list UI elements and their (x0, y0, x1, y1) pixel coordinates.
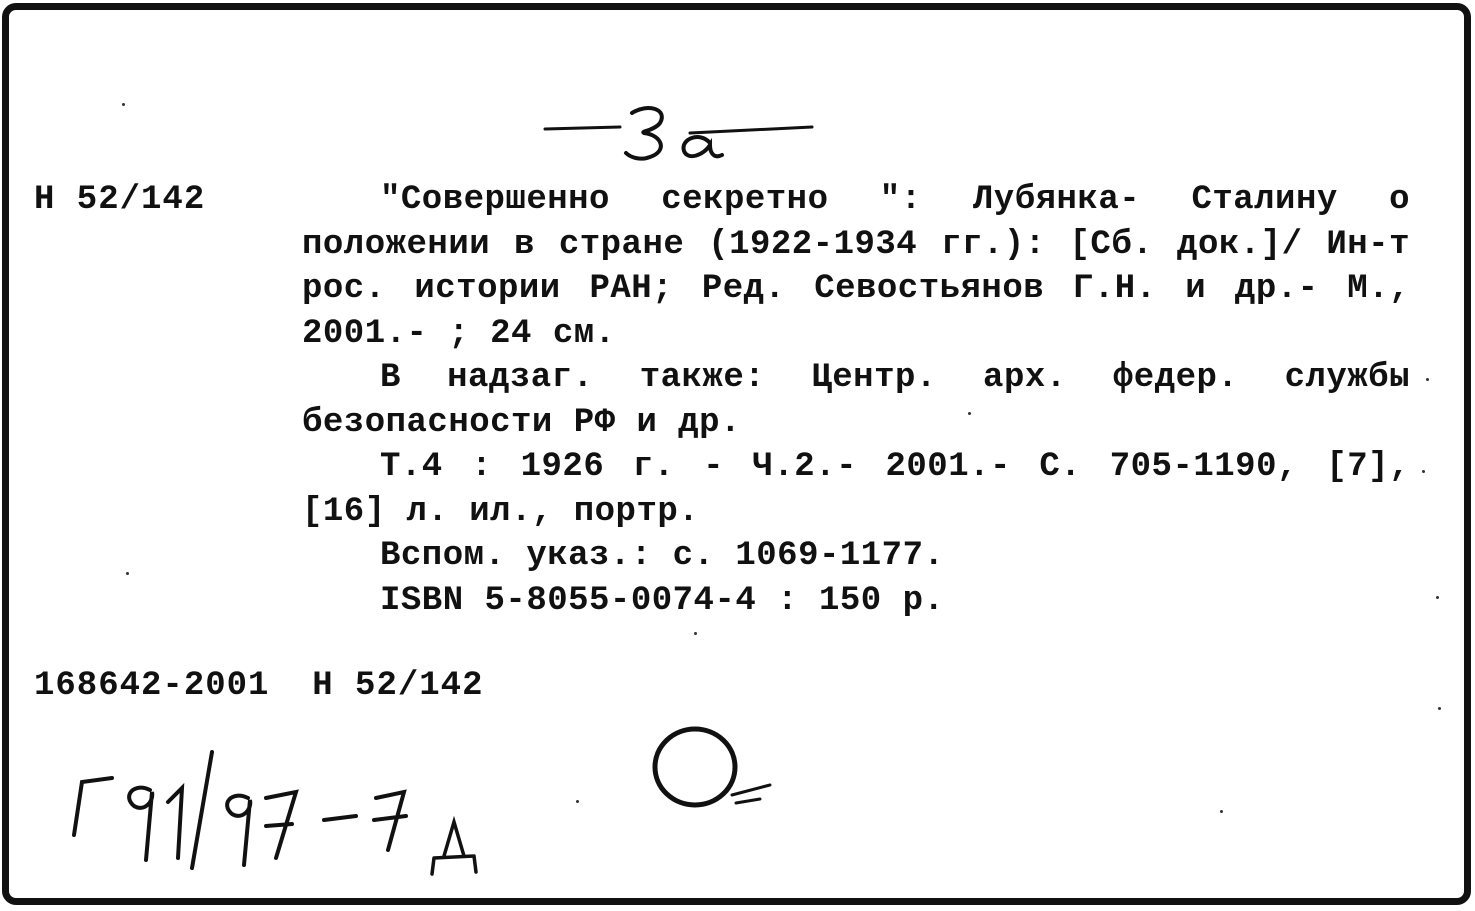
scan-speck (576, 800, 579, 803)
scan-speck (1426, 378, 1429, 381)
entry-note: В надзаг. также: Центр. арх. федер. службы безопасности РФ и др. (302, 359, 1410, 442)
handwritten-mark-top (540, 95, 830, 175)
scan-speck (694, 632, 697, 635)
scan-speck (1438, 707, 1441, 710)
catalog-entry (302, 178, 1410, 623)
scan-speck (126, 572, 129, 575)
entry-title: "Совершенно секретно ": Лубянка- Сталину о положении в стране (1922-1934 гг.): [Сб. док.]/ Ин-т рос. истории РАН; Ред. Севостьянов Г.Н. и др.- М., 2001.- ; 24 см. (302, 181, 1410, 353)
entry-isbn: ISBN 5-8055-0074-4 : 150 р. (380, 581, 945, 620)
handwritten-mark-bottom (60, 740, 520, 890)
scan-speck (1220, 810, 1223, 813)
handwritten-circle-mark (640, 715, 790, 825)
entry-volume: Т.4 : 1926 г. - Ч.2.- 2001.- С. 705-1190, [7], [16] л. ил., портр. (302, 448, 1410, 531)
scan-speck (1436, 596, 1439, 599)
call-number: Н 52/142 (34, 181, 206, 219)
scan-speck (122, 103, 125, 106)
scan-speck (1422, 470, 1425, 473)
entry-index: Вспом. указ.: с. 1069-1177. (380, 537, 945, 575)
accession-line: 168642-2001 Н 52/142 (34, 667, 484, 705)
scan-speck (968, 412, 971, 415)
